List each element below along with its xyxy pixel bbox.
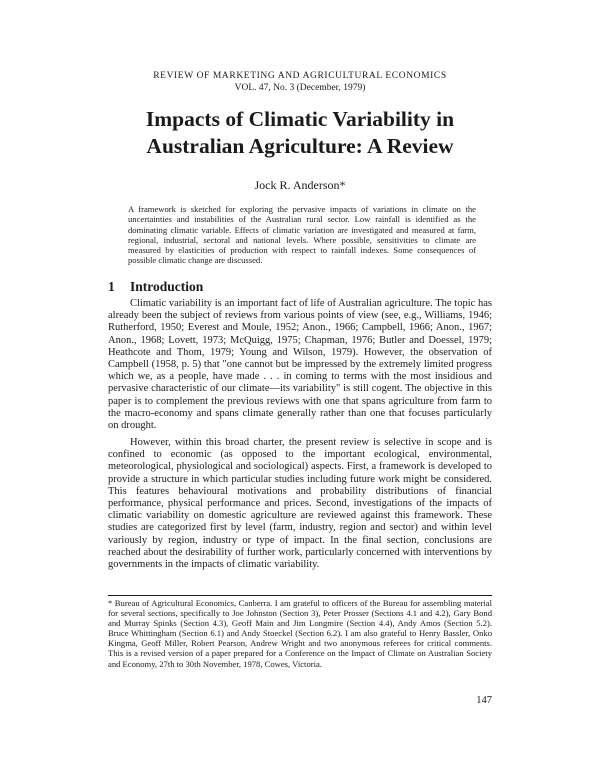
page-number: 147 [476, 695, 492, 706]
abstract: A framework is sketched for exploring the pervasive impacts of variations in climate on the uncertainties and instabilities of the Australian rural sector. Low rainfall is identified as the dominating climatic variable. Effects of climatic variation are investigated and measured at farm, regional, industrial, sectoral and national levels. Where possible, sensitivities to climate are measured by elasticities of production with respect to rainfall indexes. Some consequences of possible climatic change are discussed. [128, 204, 476, 266]
article-title-line-1: Impacts of Climatic Variability in [145, 107, 455, 131]
journal-volume: VOL. 47, No. 3 (December, 1979) [234, 83, 366, 93]
author-name: Jock R. Anderson* [254, 178, 346, 192]
section-title: Introduction [130, 279, 204, 294]
section-number: 1 [108, 279, 115, 294]
body-paragraph-1: Climatic variability is an important fact of life of Australian agriculture. The topic has already been the subject of reviews from various points of view (see, e.g., Williams, 1946; Rutherford, 1950; Everest and Moule, 1952; Anon., 1966; Campbell, 1966; Anon., 1967; Anon., 1968; Lovett, 1973; McQuigg, 1975; Chapman, 1976; Butler and Doessel, 1979; Heathcote and Thom, 1979; Young and Wilson, 1979). However, the observation of Campbell (1958, p. 5) that "one cannot but be impressed by the extremely limited progress which we, as a people, have made . . . in coming to terms with the most insidious and pervasive characteristic of our climate—its variability" is still cogent. The objective in this paper is to complement the previous reviews with one that spans agriculture from farm to the macro-economy and spans climate generally rather than one that focuses particularly on drought. [108, 298, 492, 432]
section-heading [108, 279, 203, 295]
body-paragraph-2: However, within this broad charter, the present review is selective in scope and is confined to economic (as opposed to the important ecological, environmental, meteorological, physiological and sociological) aspects. First, a framework is developed to provide a structure in which particular studies including future work might be considered. This features behavioural motivations and probability distributions of financial performance, physical performance and prices. Second, investigations of the impacts of climatic variability on domestic agriculture are reviewed against this framework. These studies are categorized first by level (farm, industry, region and sector) and within level variously by region, industry or type of impact. In the final section, conclusions are reached about the desirability of further work, particularly concerned with interventions by governments in the impacts of climatic variability. [108, 437, 492, 571]
footnote-divider [108, 595, 492, 596]
journal-title: REVIEW OF MARKETING AND AGRICULTURAL ECONOMICS [153, 71, 447, 81]
footnote: * Bureau of Agricultural Economics, Canberra. I am grateful to officers of the Bureau for assembling material for several sections, specifically to Joe Johnston (Section 3), Peter Prosser (Sections 4.1 and 4.2), Gary Bond and Murray Spinks (Section 4.3), Geoff Main and Jim Longmire (Section 4.4), Andy Amos (Section 5.2). Bruce Whittingham (Section 6.1) and Andy Stoeckel (Section 6.2). I am also grateful to Henry Bassler, Onko Kingma, Geoff Miller, Robert Pearson, Andrew Wright and two anonymous referees for critical comments. This is a revised version of a paper prepared for a Conference on the Impact of Climate on Australian Society and Economy, 27th to 30th November, 1978, Cowes, Victoria. [108, 598, 492, 669]
article-title [0, 106, 600, 160]
article-title-line-2: Australian Agriculture: A Review [146, 134, 454, 158]
